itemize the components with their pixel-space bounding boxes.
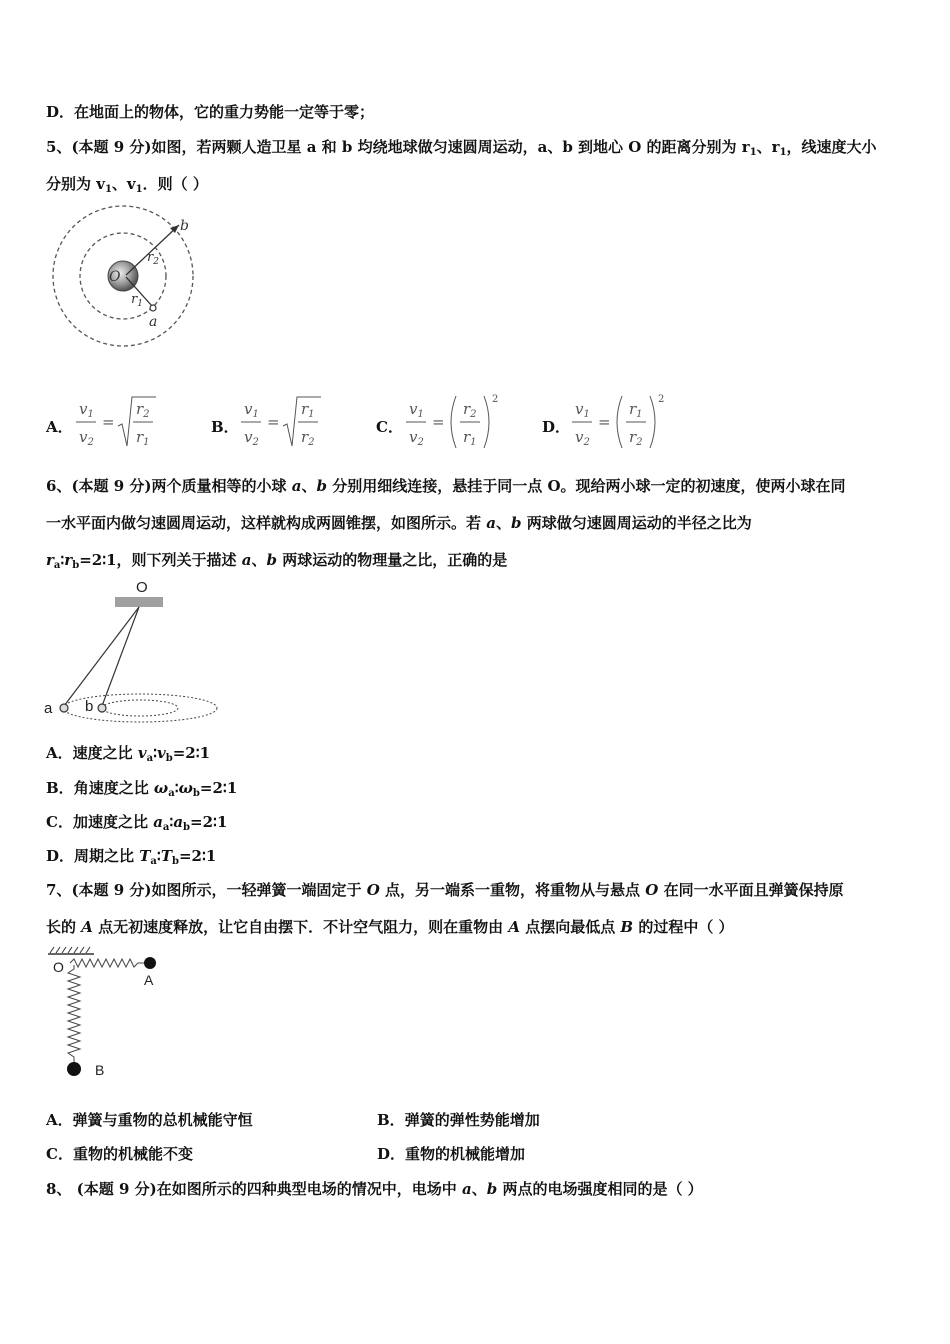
exponent: 2: [492, 394, 499, 405]
label-a: a: [44, 700, 53, 717]
mass-b-icon: [67, 1062, 81, 1076]
lhs-numerator: $v_1$: [244, 400, 259, 420]
q7-option-c: C．重物的机械能不变: [46, 1145, 193, 1163]
equals-sign: =: [432, 413, 445, 431]
q8-stem: 8、 (本题 9 分)在如图所示的四种典型电场的情况中，电场中 a、b 两点的电场强度相同的是（ ）: [46, 1180, 703, 1198]
ceiling-support: [115, 597, 163, 607]
q6-option-c: C．加速度之比 $a_a∶a_b=2∶1$: [46, 813, 228, 833]
q7-spring-figure: [44, 945, 174, 1085]
label-b: b: [85, 698, 94, 715]
rhs-numerator: $r_2$: [136, 400, 150, 420]
q5-orbit-figure: [48, 203, 208, 353]
q6-stem-line1: 6、(本题 9 分)两个质量相等的小球 a、b 分别用细线连接，悬挂于同一点 O。现给两小球一定的初速度，使两小球在同: [46, 477, 846, 495]
q7-option-d: D．重物的机械能增加: [377, 1145, 526, 1163]
q4-option-d: D．在地面上的物体，它的重力势能一定等于零；: [46, 103, 375, 121]
equals-sign: =: [267, 413, 280, 431]
ball-b-icon: [98, 704, 106, 712]
ball-a-icon: [60, 704, 68, 712]
orbit-b: [102, 700, 178, 716]
q7-option-b: B．弹簧的弹性势能增加: [377, 1111, 540, 1129]
lhs-denominator: $v_2$: [575, 428, 590, 448]
label-a: a: [149, 314, 158, 330]
string-a: [64, 607, 139, 706]
lhs-numerator: $v_1$: [79, 400, 94, 420]
satellite-a-icon: [150, 305, 156, 311]
ceiling-hatch: [50, 947, 90, 953]
string-b: [102, 607, 139, 706]
option-label: A．: [46, 418, 73, 436]
label-b: B: [95, 1062, 105, 1078]
option-label: C．: [376, 418, 403, 436]
formula-svg: [241, 392, 361, 452]
q6-option-d: D．周期之比 $T_a∶T_b=2∶1$: [46, 847, 217, 867]
rhs-numerator: $r_1$: [629, 400, 643, 420]
exponent: 2: [658, 394, 665, 405]
mass-a-icon: [144, 957, 156, 969]
lhs-denominator: $v_2$: [409, 428, 424, 448]
q6-conical-pendulum-figure: [40, 575, 230, 725]
q6-stem-line2: 一水平面内做匀速圆周运动，这样就构成两圆锥摆，如图所示。若 a、b 两球做匀速圆周运动的半径之比为: [46, 514, 752, 532]
equals-sign: =: [598, 413, 611, 431]
equals-sign: =: [102, 413, 115, 431]
label-r1: $r_1$: [131, 292, 143, 309]
label-o: O: [136, 579, 148, 596]
q5-stem-line2: 分别为 $v_1$、$v_1$．则（ ）: [46, 175, 208, 195]
formula-svg: [406, 392, 546, 452]
formula-svg: [76, 392, 196, 452]
rhs-denominator: $r_1$: [136, 428, 150, 448]
label-r2: $r_2$: [147, 250, 159, 267]
lhs-denominator: $v_2$: [244, 428, 259, 448]
rhs-numerator: $r_1$: [301, 400, 315, 420]
rhs-denominator: $r_1$: [463, 428, 477, 448]
label-a: A: [144, 972, 154, 988]
q6-option-a: A．速度之比 $v_a∶v_b=2∶1$: [46, 744, 211, 764]
option-label: D．: [542, 418, 571, 436]
q5-stem-line1: 5、(本题 9 分)如图，若两颗人造卫星 a 和 b 均绕地球做匀速圆周运动，a、b 到地心 O 的距离分别为 $r_1$、$r_1$，线速度大小: [46, 138, 877, 158]
lhs-numerator: $v_1$: [575, 400, 590, 420]
q7-stem-line1: 7、(本题 9 分)如图所示，一轻弹簧一端固定于 O 点，另一端系一重物，将重物从与悬点 O 在同一水平面且弹簧保持原: [46, 881, 844, 899]
lhs-denominator: $v_2$: [79, 428, 94, 448]
label-o: O: [109, 269, 121, 285]
lhs-numerator: $v_1$: [409, 400, 424, 420]
horizontal-spring: [70, 959, 148, 967]
vertical-spring: [68, 965, 80, 1063]
rhs-numerator: $r_2$: [463, 400, 477, 420]
q7-stem-line2: 长的 A 点无初速度释放，让它自由摆下．不计空气阻力，则在重物由 A 点摆向最低点 B 的过程中（ ）: [46, 918, 734, 936]
formula-svg: [572, 392, 712, 452]
rhs-denominator: $r_2$: [301, 428, 315, 448]
label-o: O: [53, 959, 64, 975]
q6-option-b: B．角速度之比 $\omega_a∶\omega_b=2∶1$: [46, 779, 238, 799]
q7-option-a: A．弹簧与重物的总机械能守恒: [46, 1111, 253, 1129]
label-b: b: [180, 218, 189, 234]
option-label: B．: [211, 418, 239, 436]
rhs-denominator: $r_2$: [629, 428, 643, 448]
q6-stem-line3: $r_a∶r_b=2∶1$，则下列关于描述 a、b 两球运动的物理量之比，正确的是: [46, 551, 508, 571]
